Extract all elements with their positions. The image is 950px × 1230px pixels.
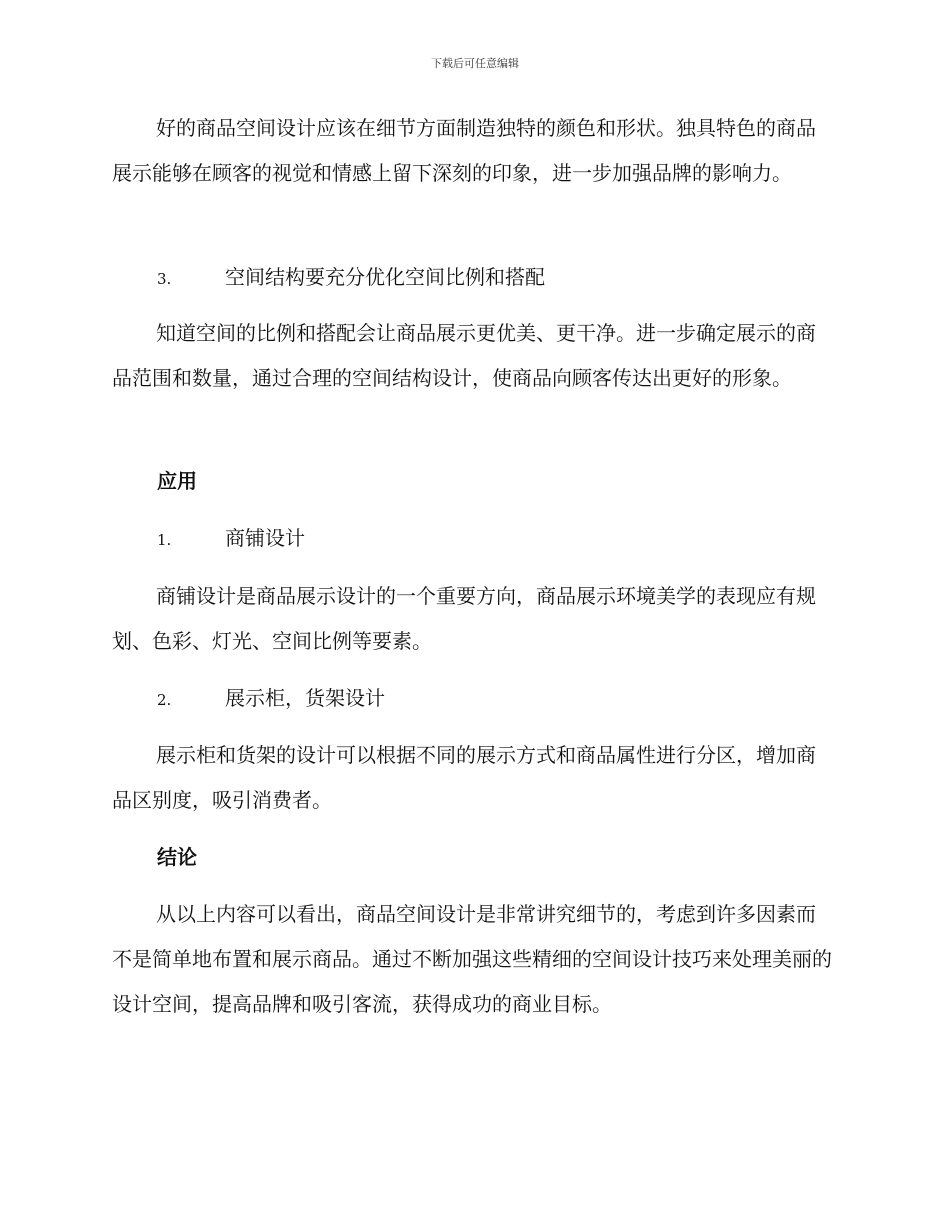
list-item-text: 展示柜，货架设计 <box>225 686 385 710</box>
paragraph-text: 知道空间的比例和搭配会让商品展示更优美、更干净。进一步确定展示的商品范围和数量，通过合理的空间结构设计，使商品向顾客传达出更好的形象。 <box>112 321 816 390</box>
paragraph-text: 商铺设计是商品展示设计的一个重要方向，商品展示环境美学的表现应有规划、色彩、灯光、空间比例等要素。 <box>112 584 816 653</box>
list-number: 3. <box>157 270 172 288</box>
paragraph-text: 好的商品空间设计应该在细节方面制造独特的颜色和形状。独具特色的商品展示能够在顾客的视觉和情感上留下深刻的印象，进一步加强品牌的影响力。 <box>112 116 816 185</box>
paragraph-cabinet-design <box>112 733 832 823</box>
page-header: 下载后可任意编辑 <box>431 57 519 70</box>
paragraph-design-details <box>112 106 832 196</box>
list-item-1 <box>157 523 305 555</box>
paragraph-text: 从以上内容可以看出，商品空间设计是非常讲究细节的，考虑到许多因素而不是简单地布置和展示商品。通过不断加强这些精细的空间设计技巧来处理美丽的设计空间，提高品牌和吸引客流，获得成功的商业目标。 <box>112 902 832 1016</box>
paragraph-text: 展示柜和货架的设计可以根据不同的展示方式和商品属性进行分区，增加商品区别度，吸引消费者。 <box>112 743 816 812</box>
paragraph-shop-design <box>112 574 832 664</box>
list-number: 2. <box>157 691 172 709</box>
list-item-text: 空间结构要充分优化空间比例和搭配 <box>225 265 545 289</box>
list-item-text: 商铺设计 <box>225 526 305 550</box>
list-number: 1. <box>157 531 172 549</box>
list-item-3 <box>157 262 545 294</box>
section-heading-application: 应用 <box>157 469 197 493</box>
section-heading-conclusion: 结论 <box>157 845 197 869</box>
list-item-2 <box>157 683 385 715</box>
paragraph-conclusion <box>112 892 832 1027</box>
paragraph-space-ratio <box>112 311 832 401</box>
